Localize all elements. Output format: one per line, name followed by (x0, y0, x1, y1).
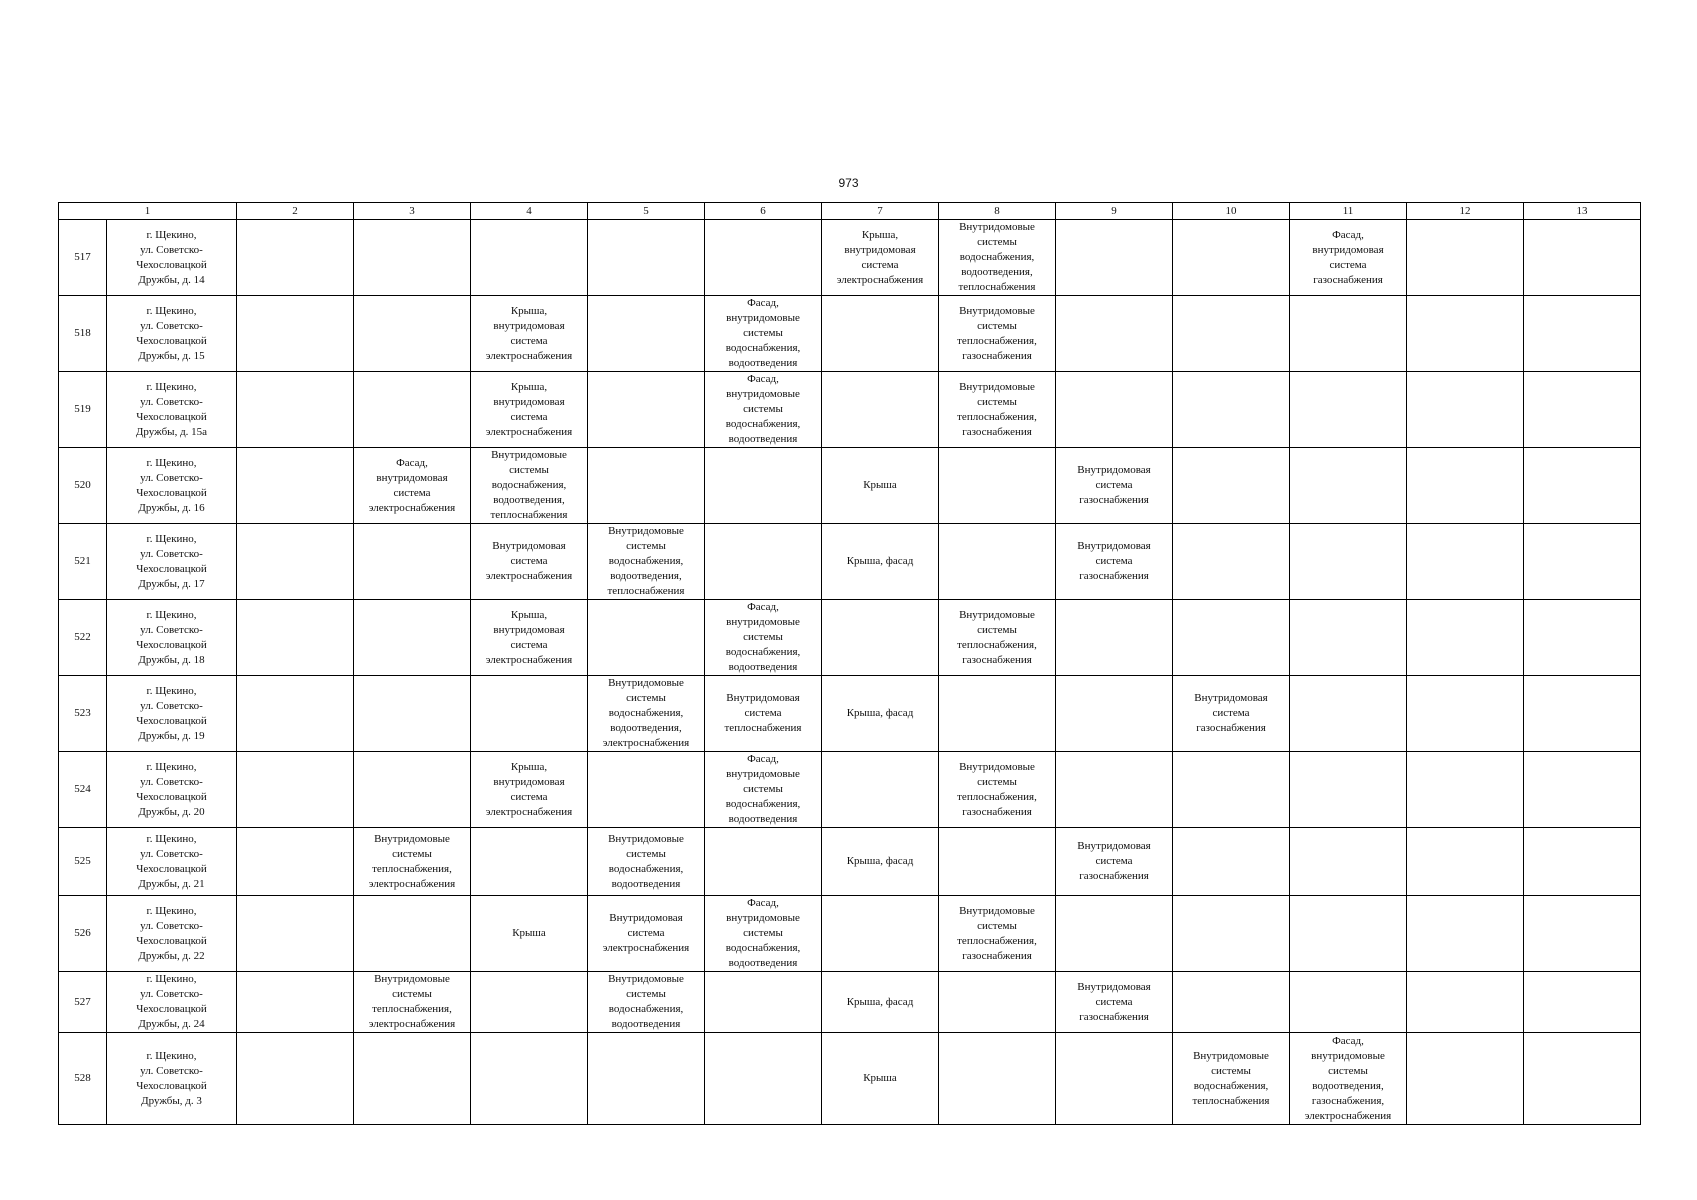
table-row (59, 524, 1641, 600)
work-cell-col-11 (1290, 972, 1407, 1033)
row-number: 525 (59, 828, 107, 896)
row-number: 519 (59, 372, 107, 448)
work-cell-col-12 (1407, 372, 1524, 448)
table-row (59, 600, 1641, 676)
work-cell-col-3 (354, 372, 471, 448)
work-cell-col-3: Фасад, внутридомовая система электроснабжения (354, 448, 471, 524)
work-cell-col-2 (237, 220, 354, 296)
row-number: 521 (59, 524, 107, 600)
work-cell-col-7 (822, 372, 939, 448)
work-cell-col-10 (1173, 600, 1290, 676)
work-cell-col-7: Крыша, фасад (822, 524, 939, 600)
work-cell-col-11 (1290, 372, 1407, 448)
work-cell-col-7: Крыша, внутридомовая система электроснабжения (822, 220, 939, 296)
work-cell-col-6: Фасад, внутридомовые системы водоснабжения, водоотведения (705, 372, 822, 448)
address-cell: г. Щекино, ул. Советско- Чехословацкой Дружбы, д. 3 (107, 1033, 237, 1125)
work-cell-col-10 (1173, 448, 1290, 524)
work-cell-col-13 (1524, 372, 1641, 448)
column-header: 6 (705, 203, 822, 220)
column-header: 7 (822, 203, 939, 220)
address-cell: г. Щекино, ул. Советско- Чехословацкой Дружбы, д. 22 (107, 896, 237, 972)
work-cell-col-5 (588, 372, 705, 448)
table-row (59, 828, 1641, 896)
address-cell: г. Щекино, ул. Советско- Чехословацкой Дружбы, д. 21 (107, 828, 237, 896)
work-cell-col-10 (1173, 372, 1290, 448)
work-cell-col-6 (705, 524, 822, 600)
work-cell-col-3: Внутридомовые системы теплоснабжения, электроснабжения (354, 972, 471, 1033)
work-cell-col-4 (471, 828, 588, 896)
work-cell-col-5 (588, 448, 705, 524)
repair-schedule-table (58, 202, 1641, 1125)
column-header: 5 (588, 203, 705, 220)
work-cell-col-2 (237, 828, 354, 896)
work-cell-col-5: Внутридомовая система электроснабжения (588, 896, 705, 972)
work-cell-col-2 (237, 524, 354, 600)
row-number: 524 (59, 752, 107, 828)
work-cell-col-5 (588, 752, 705, 828)
work-cell-col-4: Крыша, внутридомовая система электроснабжения (471, 372, 588, 448)
row-number: 522 (59, 600, 107, 676)
work-cell-col-8 (939, 524, 1056, 600)
work-cell-col-7: Крыша, фасад (822, 972, 939, 1033)
work-cell-col-10: Внутридомовые системы водоснабжения, теплоснабжения (1173, 1033, 1290, 1125)
work-cell-col-8: Внутридомовые системы теплоснабжения, газоснабжения (939, 600, 1056, 676)
table-row (59, 220, 1641, 296)
address-cell: г. Щекино, ул. Советско- Чехословацкой Дружбы, д. 18 (107, 600, 237, 676)
work-cell-col-11 (1290, 448, 1407, 524)
work-cell-col-3 (354, 220, 471, 296)
work-cell-col-9: Внутридомовая система газоснабжения (1056, 448, 1173, 524)
work-cell-col-13 (1524, 600, 1641, 676)
address-cell: г. Щекино, ул. Советско- Чехословацкой Дружбы, д. 24 (107, 972, 237, 1033)
work-cell-col-2 (237, 676, 354, 752)
table-row (59, 676, 1641, 752)
address-cell: г. Щекино, ул. Советско- Чехословацкой Дружбы, д. 17 (107, 524, 237, 600)
work-cell-col-7 (822, 896, 939, 972)
header-row (59, 203, 1641, 220)
work-cell-col-11 (1290, 828, 1407, 896)
work-cell-col-5: Внутридомовые системы водоснабжения, водоотведения, теплоснабжения (588, 524, 705, 600)
work-cell-col-8 (939, 448, 1056, 524)
work-cell-col-6: Фасад, внутридомовые системы водоснабжения, водоотведения (705, 896, 822, 972)
work-cell-col-8 (939, 828, 1056, 896)
work-cell-col-7: Крыша, фасад (822, 828, 939, 896)
work-cell-col-12 (1407, 896, 1524, 972)
work-cell-col-6: Фасад, внутридомовые системы водоснабжения, водоотведения (705, 752, 822, 828)
work-cell-col-10 (1173, 752, 1290, 828)
work-cell-col-4: Внутридомовая система электроснабжения (471, 524, 588, 600)
address-cell: г. Щекино, ул. Советско- Чехословацкой Дружбы, д. 15а (107, 372, 237, 448)
work-cell-col-4: Крыша, внутридомовая система электроснабжения (471, 752, 588, 828)
work-cell-col-9 (1056, 752, 1173, 828)
work-cell-col-6 (705, 972, 822, 1033)
table-row (59, 296, 1641, 372)
work-cell-col-12 (1407, 448, 1524, 524)
work-cell-col-4: Крыша (471, 896, 588, 972)
work-cell-col-7 (822, 296, 939, 372)
work-cell-col-9: Внутридомовая система газоснабжения (1056, 972, 1173, 1033)
work-cell-col-12 (1407, 828, 1524, 896)
column-header: 4 (471, 203, 588, 220)
row-number: 518 (59, 296, 107, 372)
work-cell-col-3 (354, 752, 471, 828)
work-cell-col-10 (1173, 296, 1290, 372)
work-cell-col-11: Фасад, внутридомовая система газоснабжения (1290, 220, 1407, 296)
work-cell-col-11 (1290, 676, 1407, 752)
work-cell-col-2 (237, 448, 354, 524)
work-cell-col-2 (237, 896, 354, 972)
work-cell-col-6: Фасад, внутридомовые системы водоснабжения, водоотведения (705, 600, 822, 676)
work-cell-col-4 (471, 220, 588, 296)
work-cell-col-13 (1524, 296, 1641, 372)
work-cell-col-9: Внутридомовая система газоснабжения (1056, 828, 1173, 896)
column-header: 12 (1407, 203, 1524, 220)
work-cell-col-10 (1173, 896, 1290, 972)
work-cell-col-8: Внутридомовые системы водоснабжения, водоотведения, теплоснабжения (939, 220, 1056, 296)
work-cell-col-8 (939, 676, 1056, 752)
column-header: 8 (939, 203, 1056, 220)
column-header: 9 (1056, 203, 1173, 220)
work-cell-col-2 (237, 600, 354, 676)
table-row (59, 372, 1641, 448)
work-cell-col-13 (1524, 448, 1641, 524)
work-cell-col-8: Внутридомовые системы теплоснабжения, газоснабжения (939, 296, 1056, 372)
work-cell-col-13 (1524, 676, 1641, 752)
work-cell-col-7: Крыша (822, 448, 939, 524)
address-cell: г. Щекино, ул. Советско- Чехословацкой Дружбы, д. 20 (107, 752, 237, 828)
work-cell-col-11: Фасад, внутридомовые системы водоотведения, газоснабжения, электроснабжения (1290, 1033, 1407, 1125)
row-number: 520 (59, 448, 107, 524)
work-cell-col-6 (705, 828, 822, 896)
work-cell-col-13 (1524, 752, 1641, 828)
work-cell-col-2 (237, 1033, 354, 1125)
work-cell-col-3 (354, 676, 471, 752)
work-cell-col-3 (354, 600, 471, 676)
work-cell-col-6 (705, 220, 822, 296)
work-cell-col-10: Внутридомовая система газоснабжения (1173, 676, 1290, 752)
work-cell-col-9 (1056, 220, 1173, 296)
work-cell-col-8 (939, 1033, 1056, 1125)
address-cell: г. Щекино, ул. Советско- Чехословацкой Дружбы, д. 14 (107, 220, 237, 296)
work-cell-col-5 (588, 296, 705, 372)
work-cell-col-8: Внутридомовые системы теплоснабжения, газоснабжения (939, 372, 1056, 448)
work-cell-col-9: Внутридомовая система газоснабжения (1056, 524, 1173, 600)
page-number: 973 (838, 176, 859, 190)
work-cell-col-9 (1056, 372, 1173, 448)
work-cell-col-12 (1407, 600, 1524, 676)
row-number: 517 (59, 220, 107, 296)
row-number: 527 (59, 972, 107, 1033)
address-cell: г. Щекино, ул. Советско- Чехословацкой Дружбы, д. 15 (107, 296, 237, 372)
work-cell-col-3 (354, 1033, 471, 1125)
work-cell-col-12 (1407, 972, 1524, 1033)
table-row (59, 972, 1641, 1033)
row-number: 526 (59, 896, 107, 972)
row-number: 528 (59, 1033, 107, 1125)
work-cell-col-4 (471, 972, 588, 1033)
work-cell-col-10 (1173, 828, 1290, 896)
work-cell-col-11 (1290, 896, 1407, 972)
address-cell: г. Щекино, ул. Советско- Чехословацкой Дружбы, д. 16 (107, 448, 237, 524)
work-cell-col-8 (939, 972, 1056, 1033)
work-cell-col-4: Крыша, внутридомовая система электроснабжения (471, 600, 588, 676)
column-header: 13 (1524, 203, 1641, 220)
work-cell-col-4 (471, 676, 588, 752)
table-body (59, 220, 1641, 1125)
work-cell-col-11 (1290, 600, 1407, 676)
work-cell-col-5: Внутридомовые системы водоснабжения, водоотведения (588, 828, 705, 896)
work-cell-col-13 (1524, 828, 1641, 896)
work-cell-col-12 (1407, 676, 1524, 752)
column-header: 11 (1290, 203, 1407, 220)
work-cell-col-5: Внутридомовые системы водоснабжения, водоотведения, электроснабжения (588, 676, 705, 752)
work-cell-col-5 (588, 600, 705, 676)
work-cell-col-12 (1407, 752, 1524, 828)
work-cell-col-2 (237, 296, 354, 372)
work-cell-col-11 (1290, 296, 1407, 372)
work-cell-col-7 (822, 752, 939, 828)
work-cell-col-4 (471, 1033, 588, 1125)
work-cell-col-3 (354, 896, 471, 972)
work-cell-col-10 (1173, 524, 1290, 600)
work-cell-col-10 (1173, 972, 1290, 1033)
work-cell-col-9 (1056, 296, 1173, 372)
work-cell-col-8: Внутридомовые системы теплоснабжения, газоснабжения (939, 896, 1056, 972)
work-cell-col-2 (237, 972, 354, 1033)
work-cell-col-5 (588, 220, 705, 296)
work-cell-col-4: Крыша, внутридомовая система электроснабжения (471, 296, 588, 372)
work-cell-col-5: Внутридомовые системы водоснабжения, водоотведения (588, 972, 705, 1033)
work-cell-col-7: Крыша (822, 1033, 939, 1125)
work-cell-col-3 (354, 524, 471, 600)
work-cell-col-8: Внутридомовые системы теплоснабжения, газоснабжения (939, 752, 1056, 828)
work-cell-col-13 (1524, 896, 1641, 972)
work-cell-col-12 (1407, 296, 1524, 372)
work-cell-col-5 (588, 1033, 705, 1125)
work-cell-col-13 (1524, 1033, 1641, 1125)
work-cell-col-6 (705, 1033, 822, 1125)
work-cell-col-13 (1524, 972, 1641, 1033)
work-cell-col-7: Крыша, фасад (822, 676, 939, 752)
work-cell-col-7 (822, 600, 939, 676)
column-header: 2 (237, 203, 354, 220)
work-cell-col-9 (1056, 896, 1173, 972)
work-cell-col-9 (1056, 600, 1173, 676)
table-row (59, 896, 1641, 972)
work-cell-col-6: Внутридомовая система теплоснабжения (705, 676, 822, 752)
work-cell-col-13 (1524, 524, 1641, 600)
work-cell-col-12 (1407, 220, 1524, 296)
work-cell-col-9 (1056, 676, 1173, 752)
column-header: 10 (1173, 203, 1290, 220)
work-cell-col-3: Внутридомовые системы теплоснабжения, электроснабжения (354, 828, 471, 896)
work-cell-col-12 (1407, 524, 1524, 600)
work-cell-col-2 (237, 752, 354, 828)
row-number: 523 (59, 676, 107, 752)
address-cell: г. Щекино, ул. Советско- Чехословацкой Дружбы, д. 19 (107, 676, 237, 752)
work-cell-col-9 (1056, 1033, 1173, 1125)
table-row (59, 1033, 1641, 1125)
column-header: 1 (59, 203, 237, 220)
work-cell-col-13 (1524, 220, 1641, 296)
work-cell-col-3 (354, 296, 471, 372)
work-cell-col-11 (1290, 524, 1407, 600)
work-cell-col-12 (1407, 1033, 1524, 1125)
work-cell-col-2 (237, 372, 354, 448)
work-cell-col-6 (705, 448, 822, 524)
table-row (59, 448, 1641, 524)
work-cell-col-6: Фасад, внутридомовые системы водоснабжения, водоотведения (705, 296, 822, 372)
work-cell-col-10 (1173, 220, 1290, 296)
column-header: 3 (354, 203, 471, 220)
work-cell-col-11 (1290, 752, 1407, 828)
table-row (59, 752, 1641, 828)
work-cell-col-4: Внутридомовые системы водоснабжения, водоотведения, теплоснабжения (471, 448, 588, 524)
